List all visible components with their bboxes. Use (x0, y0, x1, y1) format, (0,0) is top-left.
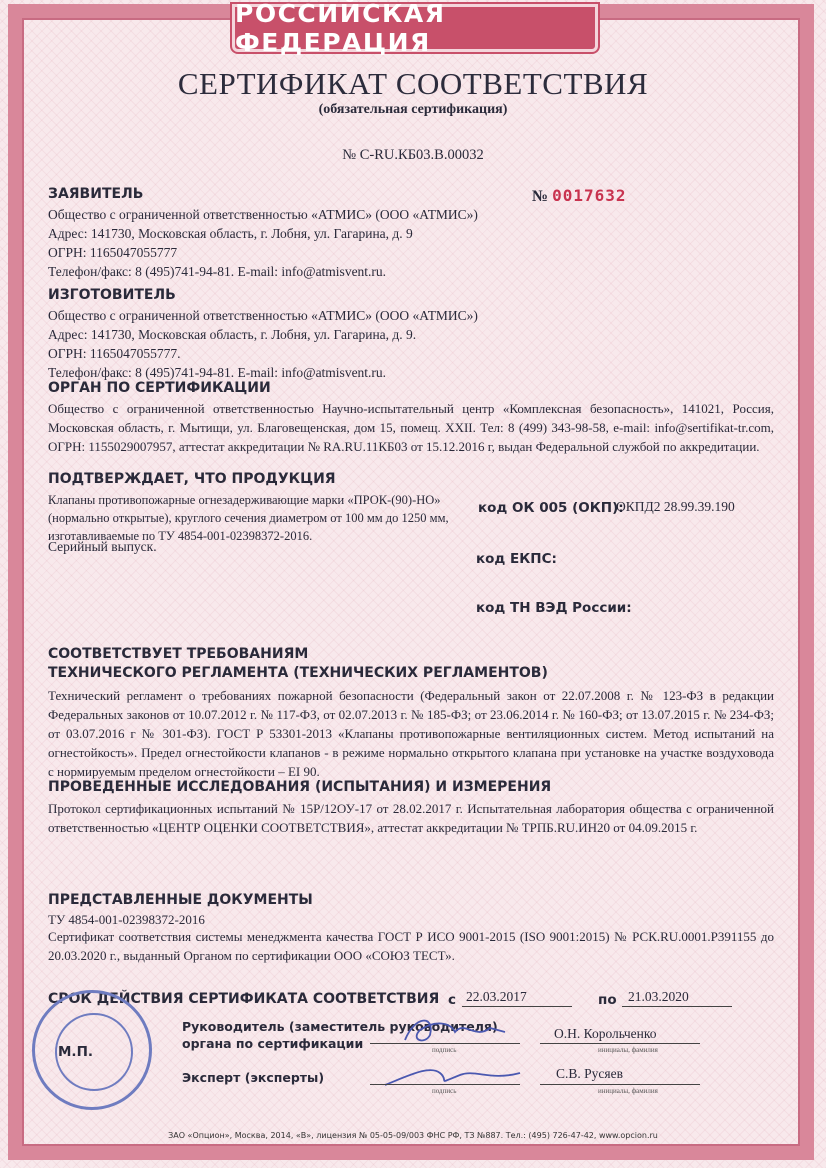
applicant-line: Телефон/факс: 8 (495)741-94-81. E-mail: info@atmisvent.ru. (48, 264, 387, 279)
manufacturer-heading: ИЗГОТОВИТЕЛЬ (48, 287, 176, 303)
manufacturer-line: ОГРН: 1165047055777. (48, 346, 181, 361)
ekps-code-label: код ЕКПС: (476, 551, 557, 567)
documents-text: Сертификат соответствия системы менеджмента качества ГОСТ Р ИСО 9001-2015 (ISO 9001:2015) № РСК.RU.0001.Р391155 до 20.03.2020 г., выданный Органом по сертификации ООО «СОЮЗ ТЕСТ». (48, 929, 774, 963)
country-banner: РОССИЙСКАЯ ФЕДЕРАЦИЯ (232, 4, 598, 52)
expert-signature-caption: подпись (432, 1087, 457, 1095)
manufacturer-line: Адрес: 141730, Московская область, г. Лобня, ул. Гагарина, д. 9. (48, 327, 417, 342)
documents-tu: ТУ 4854-001-02398372-2016 (48, 912, 205, 927)
head-name: О.Н. Корольченко (554, 1026, 657, 1041)
expert-signature-line (370, 1084, 520, 1085)
head-name-caption: инициалы, фамилия (598, 1046, 658, 1054)
tnved-code-label: код ТН ВЭД России: (476, 600, 632, 616)
applicant-details (48, 205, 768, 281)
tests-text: Протокол сертификационных испытаний № 15Р/12ОУ-17 от 28.02.2017 г. Испытательная лаборатория общества с ограниченной ответственностью «ЦЕНТР ОЦЕНКИ СООТВЕТСТВИЯ», аттестат аккредитации № ТРПБ.RU.ИН20 от 04.09.2015 г. (48, 801, 774, 835)
stamp-place-label: М.П. (58, 1044, 93, 1060)
validity-to-label: по (598, 992, 617, 1008)
manufacturer-line: Общество с ограниченной ответственностью «АТМИС» (ООО «АТМИС») (48, 308, 478, 323)
manufacturer-line: Телефон/факс: 8 (495)741-94-81. E-mail: info@atmisvent.ru. (48, 365, 387, 380)
head-name-line (540, 1043, 700, 1044)
compliance-text: Технический регламент о требованиях пожарной безопасности (Федеральный закон от 22.07.2008 г. № 123-ФЗ в редакции Федеральных законов от 10.07.2012 г. № 117-ФЗ, от 02.07.2013 г. № 185-ФЗ; от 23.06.2014 г. № 160-ФЗ; от 13.07.2015 г. № 234-ФЗ; от 03.07.2016 г № 301-ФЗ). ГОСТ Р 53301-2013 «Клапаны противопожарные вентиляционных систем. Метод испытаний на огнестойкость». Предел огнестойкости клапанов - в режиме нормально открытого клапана при установке на участке воздуховода с нормируемым пределом огнестойкости – EI 90. (48, 688, 774, 779)
compliance-heading: СООТВЕТСТВУЕТ ТРЕБОВАНИЯМ (48, 646, 309, 662)
documents-heading: ПРЕДСТАВЛЕННЫЕ ДОКУМЕНТЫ (48, 892, 313, 908)
certificate-number: № С-RU.КБ03.В.00032 (342, 147, 484, 163)
cert-body-heading: ОРГАН ПО СЕРТИФИКАЦИИ (48, 380, 271, 396)
document-title: СЕРТИФИКАТ СООТВЕТСТВИЯ (177, 66, 649, 101)
form-number-value: 0017632 (552, 186, 627, 205)
from-underline (462, 1006, 572, 1007)
form-number-prefix: № (532, 188, 549, 205)
head-signature-caption: подпись (432, 1046, 457, 1054)
applicant-line: Адрес: 141730, Московская область, г. Лобня, ул. Гагарина, д. 9 (48, 226, 413, 241)
expert-name: С.В. Русяев (556, 1066, 623, 1081)
expert-title-label: Эксперт (эксперты) (182, 1070, 325, 1085)
head-title-label: Руководитель (заместитель руководителя) (182, 1019, 498, 1034)
tests-heading: ПРОВЕДЕННЫЕ ИССЛЕДОВАНИЯ (ИСПЫТАНИЯ) И ИЗМЕРЕНИЯ (48, 779, 552, 795)
okp-code-label: код ОК 005 (ОКП): (478, 500, 624, 516)
validity-from-label: с (448, 992, 457, 1008)
head-title-label-2: органа по сертификации (182, 1036, 364, 1051)
expert-name-caption: инициалы, фамилия (598, 1087, 658, 1095)
to-underline (622, 1006, 732, 1007)
validity-from-date: 22.03.2017 (466, 989, 527, 1004)
applicant-line: ОГРН: 1165047055777 (48, 245, 178, 260)
validity-label: СРОК ДЕЙСТВИЯ СЕРТИФИКАТА СООТВЕТСТВИЯ (48, 991, 440, 1007)
product-text: Клапаны противопожарные огнезадерживающие марки «ПРОК-(90)-НО» (нормально открытые), круглого сечения диаметром от 100 мм до 1250 мм, изготавливаемые по ТУ 4854-001-02398372-2016. (48, 493, 449, 543)
expert-name-line (540, 1084, 700, 1085)
product-heading: ПОДТВЕРЖДАЕТ, ЧТО ПРОДУКЦИЯ (48, 471, 336, 487)
cert-body-text: Общество с ограниченной ответственностью Научно-испытательный центр «Комплексная безопасность», 141021, Россия, Московская область, г. Мытищи, ул. Благовещенская, дом 15, помещ. XXII. Тел: 8 (499) 343-98-58, e-mail: info@sertifikat-tr.com, ОГРН: 1155029007957, аттестат аккредитации № RA.RU.11КБ03 от 15.12.2016 г, выдан Федеральной службой по аккредитации. (48, 401, 774, 454)
manufacturer-details (48, 306, 768, 382)
serial-production: Серийный выпуск. (48, 539, 157, 554)
document-subtitle: (обязательная сертификация) (318, 102, 508, 117)
printer-footer: ЗАО «Опцион», Москва, 2014, «В», лицензия № 05-05-09/003 ФНС РФ, ТЗ №887. Тел.: (495) 726-47-42, www.opcion.ru (168, 1131, 658, 1140)
form-number (532, 186, 627, 206)
applicant-heading: ЗАЯВИТЕЛЬ (48, 186, 144, 202)
applicant-line: Общество с ограниченной ответственностью «АТМИС» (ООО «АТМИС») (48, 207, 478, 222)
okp-code-value: ОКПД2 28.99.39.190 (616, 499, 735, 514)
head-signature (395, 1010, 515, 1050)
head-signature-line (370, 1043, 520, 1044)
regulation-heading: ТЕХНИЧЕСКОГО РЕГЛАМЕНТА (ТЕХНИЧЕСКИХ РЕГЛАМЕНТОВ) (48, 665, 548, 681)
validity-to-date: 21.03.2020 (628, 989, 689, 1004)
